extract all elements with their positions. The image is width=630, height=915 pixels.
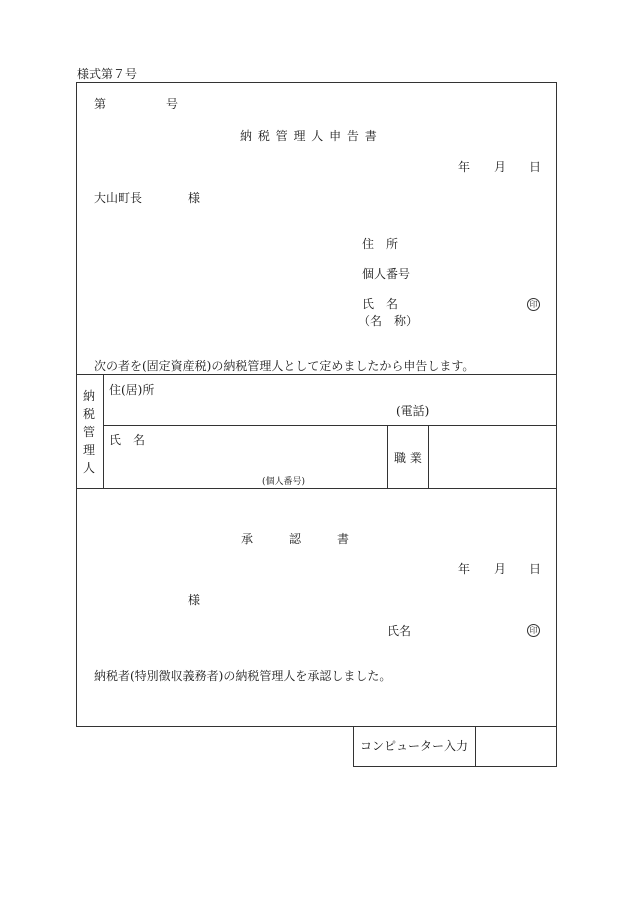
applicant-address-label: 住 所 <box>362 237 399 251</box>
approval-title: 承 認 書 <box>241 532 350 546</box>
manager-personal-number-note: (個人番号) <box>262 477 306 487</box>
computer-input-label: コンピューター入力 <box>360 739 469 753</box>
approval-seal-mark: 印 <box>527 624 540 637</box>
approval-date-year: 年 <box>458 562 471 576</box>
side-char: 管 <box>83 425 96 439</box>
applicant-seal-mark: 印 <box>527 298 540 311</box>
side-label-divider <box>103 374 104 488</box>
table-bottom-rule <box>76 488 557 489</box>
applicant-name-label: 氏 名 <box>362 297 399 311</box>
declaration-date-year: 年 <box>458 160 471 174</box>
form-frame <box>76 82 557 727</box>
tax-manager-side-label <box>83 390 95 480</box>
manager-occupation-label: 職 業 <box>394 451 422 465</box>
manager-address-label: 住(居)所 <box>109 383 155 397</box>
computer-input-divider <box>475 726 476 767</box>
doc-number-prefix: 第 <box>94 97 107 111</box>
side-char: 人 <box>83 461 96 475</box>
applicant-name-sub-label: （名 称） <box>358 314 419 328</box>
occupation-left-divider <box>387 425 388 488</box>
manager-name-label: 氏 名 <box>109 433 146 447</box>
table-row-divider <box>103 425 557 426</box>
declaration-title: 納 税 管 理 人 申 告 書 <box>240 129 378 143</box>
approval-honorific: 様 <box>188 593 201 607</box>
computer-input-cell[interactable] <box>477 728 555 765</box>
table-top-rule <box>76 374 557 375</box>
declaration-date-month: 月 <box>494 160 507 174</box>
doc-number-suffix: 号 <box>166 97 179 111</box>
approval-date-month: 月 <box>494 562 507 576</box>
declaration-statement: 次の者を(固定資産税)の納税管理人として定めましたから申告します。 <box>94 359 475 373</box>
side-char: 税 <box>83 407 96 421</box>
applicant-personal-number-label: 個人番号 <box>362 267 411 281</box>
approval-name-label: 氏名 <box>387 624 412 638</box>
addressee: 大山町長 <box>94 191 143 205</box>
declaration-date-day: 日 <box>529 160 542 174</box>
occupation-right-divider <box>428 425 429 488</box>
approval-statement: 納税者(特別徴収義務者)の納税管理人を承認しました。 <box>94 669 392 683</box>
manager-phone-label: (電話) <box>396 404 430 418</box>
form-number: 様式第７号 <box>77 67 138 81</box>
approval-date-day: 日 <box>529 562 542 576</box>
side-char: 納 <box>83 389 96 403</box>
side-char: 理 <box>83 443 96 457</box>
addressee-honorific: 様 <box>188 191 201 205</box>
